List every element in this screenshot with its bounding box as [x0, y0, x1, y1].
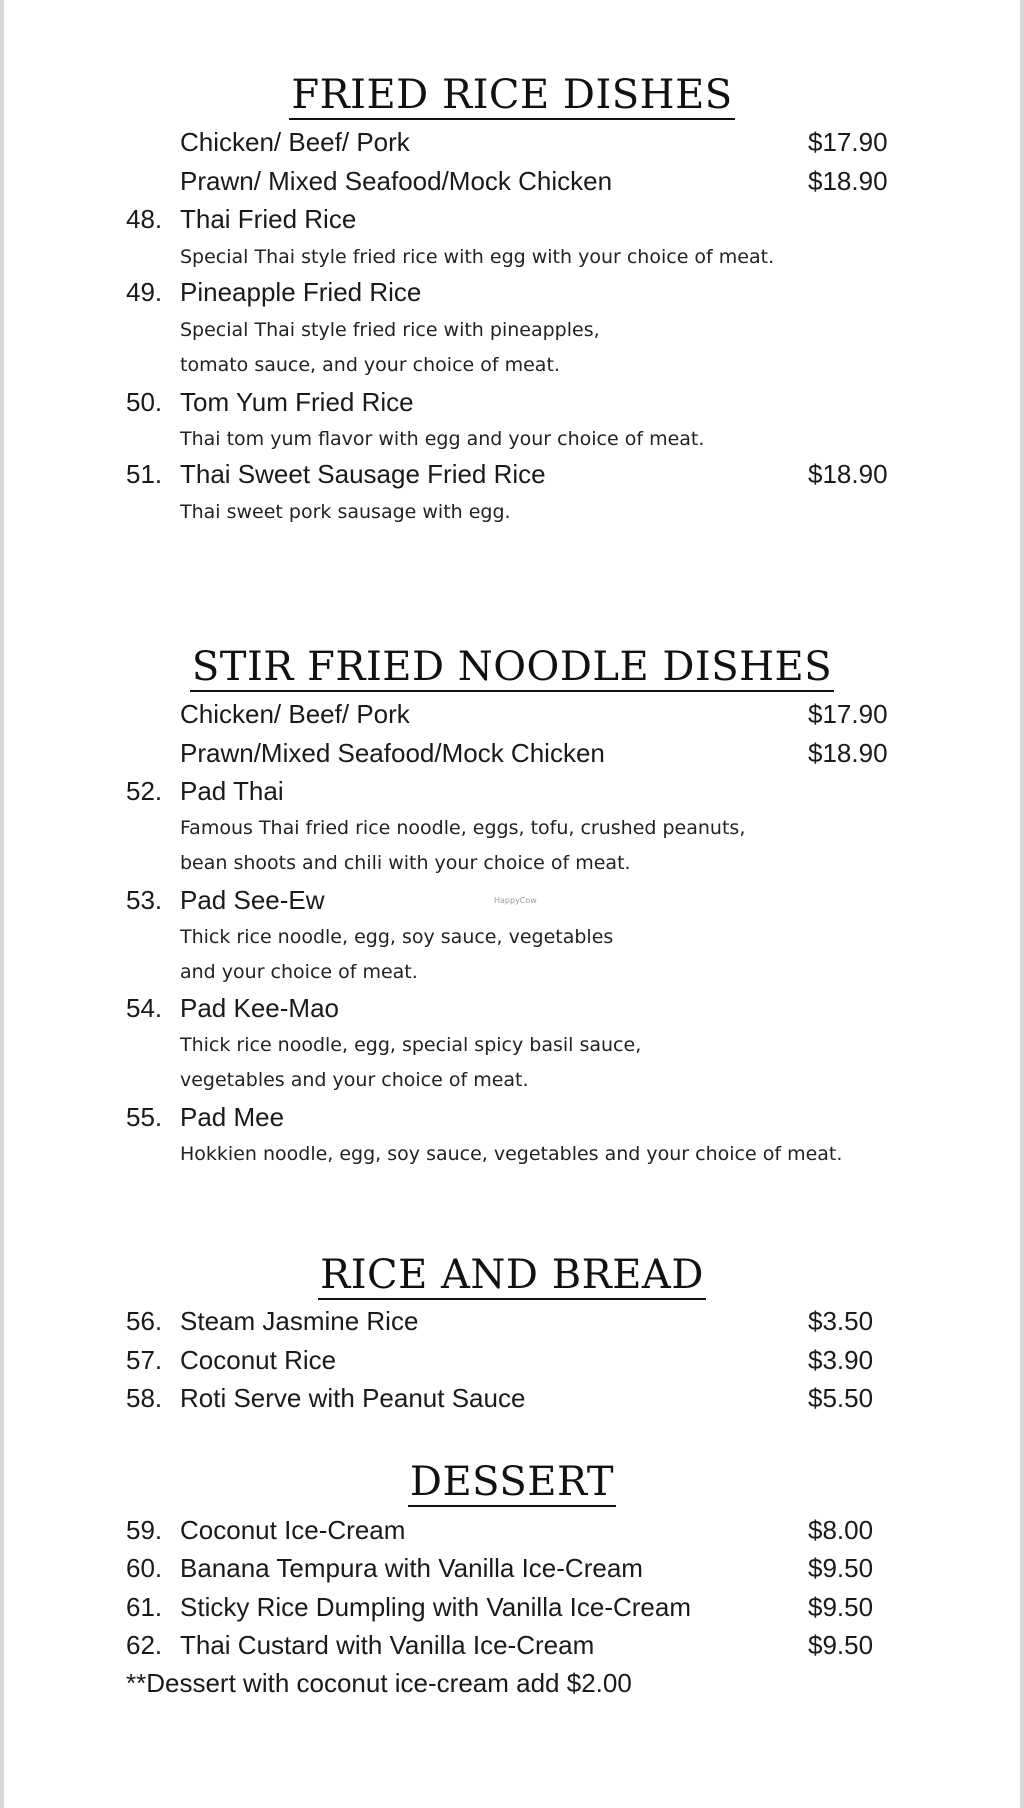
- fried-rice-title: FRIED RICE DISHES: [291, 72, 733, 118]
- fried-rice-price-row: Chicken/ Beef/ Pork $17.90: [180, 127, 888, 157]
- rice-bread-title: RICE AND BREAD: [320, 1252, 704, 1298]
- menu-item: 58. Roti Serve with Peanut Sauce $5.50: [126, 1383, 874, 1413]
- item-description: Special Thai style fried rice with pineapples,: [180, 319, 600, 341]
- item-description: Hokkien noodle, egg, soy sauce, vegetables and your choice of meat.: [180, 1143, 843, 1165]
- noodles-price-row: Chicken/ Beef/ Pork $17.90: [180, 699, 888, 729]
- menu-item: 53. Pad See-Ew: [126, 885, 325, 915]
- menu-item: 49. Pineapple Fried Rice: [126, 277, 422, 307]
- item-description: Thick rice noodle, egg, special spicy basil sauce,: [180, 1034, 642, 1056]
- menu-item: 50. Tom Yum Fried Rice: [126, 387, 414, 417]
- watermark: HappyCow: [494, 896, 537, 905]
- item-description: Thai sweet pork sausage with egg.: [180, 501, 511, 523]
- item-description: tomato sauce, and your choice of meat.: [180, 354, 560, 376]
- fried-rice-price-row: Prawn/ Mixed Seafood/Mock Chicken $18.90: [180, 166, 888, 196]
- menu-item: 62. Thai Custard with Vanilla Ice-Cream $9.50: [126, 1630, 874, 1660]
- menu-item: 54. Pad Kee-Mao: [126, 993, 339, 1023]
- menu-item: 59. Coconut Ice-Cream $8.00: [126, 1515, 874, 1545]
- item-description: Special Thai style fried rice with egg with your choice of meat.: [180, 246, 775, 268]
- item-description: Famous Thai fried rice noodle, eggs, tofu, crushed peanuts,: [180, 817, 746, 839]
- menu-item: 48. Thai Fried Rice: [126, 204, 357, 234]
- menu-page: [4, 0, 1020, 1808]
- menu-item: 55. Pad Mee: [126, 1102, 285, 1132]
- menu-item: 51. Thai Sweet Sausage Fried Rice $18.90: [126, 459, 888, 489]
- item-description: Thai tom yum flavor with egg and your choice of meat.: [180, 428, 705, 450]
- item-description: and your choice of meat.: [180, 961, 418, 983]
- item-description: Thick rice noodle, egg, soy sauce, vegetables: [180, 926, 614, 948]
- dessert-title: DESSERT: [409, 1459, 615, 1505]
- menu-item: 60. Banana Tempura with Vanilla Ice-Cream $9.50: [126, 1553, 874, 1583]
- menu-item: 61. Sticky Rice Dumpling with Vanilla Ice-Cream $9.50: [126, 1592, 874, 1622]
- noodles-title: STIR FRIED NOODLE DISHES: [191, 644, 833, 690]
- item-description: bean shoots and chili with your choice of meat.: [180, 852, 631, 874]
- menu-item: 57. Coconut Rice $3.90: [126, 1345, 874, 1375]
- noodles-price-row: Prawn/Mixed Seafood/Mock Chicken $18.90: [180, 738, 888, 768]
- menu-item: 56. Steam Jasmine Rice $3.50: [126, 1306, 874, 1336]
- dessert-note: **Dessert with coconut ice-cream add $2.00: [126, 1668, 632, 1698]
- menu-item: 52. Pad Thai: [126, 776, 284, 806]
- item-description: vegetables and your choice of meat.: [180, 1069, 529, 1091]
